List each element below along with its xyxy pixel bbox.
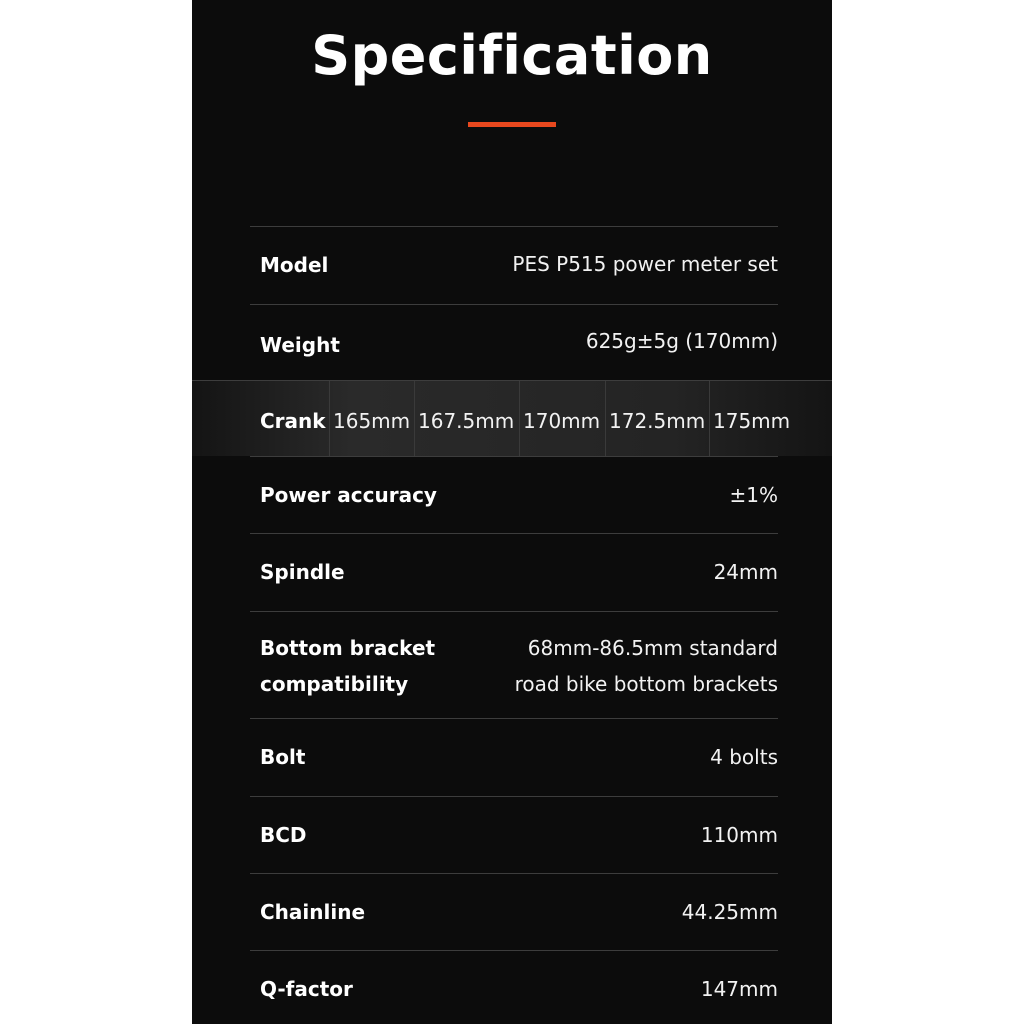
spec-value-line: 68mm-86.5mm standard [527, 636, 778, 660]
spec-row-bottom-bracket [250, 611, 778, 718]
spec-value: ±1% [729, 483, 778, 507]
title-accent-bar [468, 122, 556, 127]
spec-value: 44.25mm [681, 900, 778, 924]
crank-option-label: 165mm [333, 409, 411, 433]
spec-label: Spindle [260, 560, 345, 584]
spec-row-chainline [250, 873, 778, 950]
spec-panel [192, 0, 832, 1024]
spec-value: 4 bolts [710, 745, 778, 769]
page-title: Specification [311, 24, 713, 87]
spec-label: Weight [260, 333, 340, 357]
spec-row-crank [192, 380, 832, 456]
spec-label-line: compatibility [260, 672, 409, 696]
spec-row-bolt [250, 718, 778, 796]
spec-label: Model [260, 253, 329, 277]
spec-value-line: road bike bottom brackets [514, 672, 778, 696]
spec-label: BCD [260, 823, 307, 847]
crank-option-label: 170mm [523, 409, 601, 433]
spec-value: 147mm [700, 977, 778, 1001]
spec-row-model [250, 226, 778, 304]
crank-option-label: 172.5mm [609, 409, 706, 433]
crank-option [414, 381, 519, 457]
crank-option [605, 381, 709, 457]
crank-option [709, 381, 811, 457]
spec-value: 24mm [713, 560, 778, 584]
spec-value [515, 630, 778, 702]
crank-option-label: 167.5mm [418, 409, 515, 433]
spec-row-weight [250, 304, 778, 380]
spec-label [260, 630, 435, 702]
crank-option [519, 381, 605, 457]
spec-label: Q-factor [260, 977, 353, 1001]
spec-row-spindle [250, 533, 778, 611]
spec-label-line: Bottom bracket [260, 636, 436, 660]
spec-label: Chainline [260, 900, 366, 924]
spec-value: PES P515 power meter set [512, 252, 778, 276]
crank-option [329, 381, 414, 457]
spec-label: Power accuracy [260, 483, 437, 507]
spec-label: Bolt [260, 745, 306, 769]
spec-value: 625g±5g (170mm) [585, 329, 778, 353]
spec-row-bcd [250, 796, 778, 873]
spec-label: Crank [260, 409, 326, 433]
spec-value: 110mm [700, 823, 778, 847]
spec-row-q-factor [250, 950, 778, 1024]
spec-row-power-accuracy [250, 456, 778, 533]
crank-option-label: 175mm [713, 409, 791, 433]
